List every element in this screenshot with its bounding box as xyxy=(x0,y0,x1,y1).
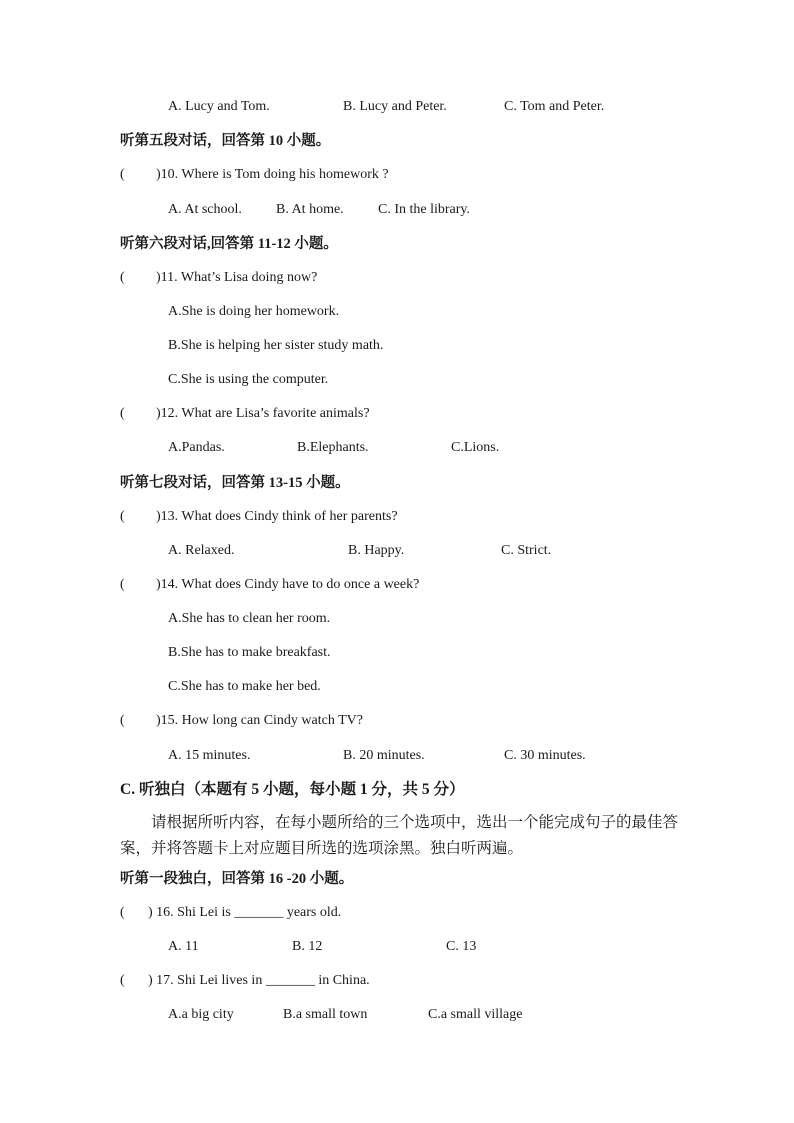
q9-option-b: B. Lucy and Peter. xyxy=(343,99,447,114)
q15-answer-paren: ( xyxy=(120,713,125,728)
monologue1-heading: 听第一段独白，回答第 16 -20 小题。 xyxy=(120,871,354,887)
q10-option-b: B. At home. xyxy=(276,202,344,217)
q10-option-a: A. At school. xyxy=(168,202,242,217)
q10-option-c: C. In the library. xyxy=(378,202,471,217)
q17-option-c: C.a small village xyxy=(428,1007,523,1022)
q17-answer-paren: ( xyxy=(120,973,125,988)
q13-question: )13. What does Cindy think of her parents? xyxy=(156,509,398,524)
q11-option-b: B.She is helping her sister study math. xyxy=(168,338,384,353)
q15-option-c: C. 30 minutes. xyxy=(504,748,586,763)
dialogue5-heading: 听第五段对话，回答第 10 小题。 xyxy=(120,133,331,149)
q17-option-a: A.a big city xyxy=(168,1007,234,1022)
q11-answer-paren: ( xyxy=(120,270,125,285)
q14-option-a: A.She has to clean her room. xyxy=(168,611,331,626)
q12-answer-paren: ( xyxy=(120,406,125,421)
q14-question: )14. What does Cindy have to do once a week? xyxy=(156,577,420,592)
q14-answer-paren: ( xyxy=(120,577,125,592)
q16-answer-paren: ( xyxy=(120,905,125,920)
q12-question: )12. What are Lisa’s favorite animals? xyxy=(156,406,370,421)
q13-option-a: A. Relaxed. xyxy=(168,543,235,558)
section-c-heading: C. 听独白（本题有 5 小题，每小题 1 分，共 5 分） xyxy=(120,781,465,798)
q15-question: )15. How long can Cindy watch TV? xyxy=(156,713,363,728)
q11-option-c: C.She is using the computer. xyxy=(168,372,329,387)
q13-option-c: C. Strict. xyxy=(501,543,552,558)
q16-question: ) 16. Shi Lei is _______ years old. xyxy=(148,905,342,920)
q15-option-a: A. 15 minutes. xyxy=(168,748,251,763)
q11-option-a: A.She is doing her homework. xyxy=(168,304,340,319)
q17-question: ) 17. Shi Lei lives in _______ in China. xyxy=(148,973,370,988)
q10-answer-paren: ( xyxy=(120,167,125,182)
q12-option-a: A.Pandas. xyxy=(168,440,225,455)
q12-option-c: C.Lions. xyxy=(451,440,500,455)
q13-answer-paren: ( xyxy=(120,509,125,524)
q15-option-b: B. 20 minutes. xyxy=(343,748,425,763)
section-c-instructions: 请根据所听内容，在每小题所给的三个选项中，选出一个能完成句子的最佳答案，并将答题卡上对应题目所选的选项涂黑。独白听两遍。 xyxy=(120,814,679,857)
q12-option-b: B.Elephants. xyxy=(297,440,369,455)
dialogue7-heading: 听第七段对话，回答第 13-15 小题。 xyxy=(120,475,350,491)
q16-option-c: C. 13 xyxy=(446,939,477,954)
q10-question: )10. Where is Tom doing his homework ? xyxy=(156,167,389,182)
q9-option-a: A. Lucy and Tom. xyxy=(168,99,270,114)
dialogue6-heading: 听第六段对话,回答第 11-12 小题。 xyxy=(120,236,338,252)
q9-option-c: C. Tom and Peter. xyxy=(504,99,605,114)
q13-option-b: B. Happy. xyxy=(348,543,405,558)
q16-option-b: B. 12 xyxy=(292,939,323,954)
q14-option-c: C.She has to make her bed. xyxy=(168,679,321,694)
q11-question: )11. What’s Lisa doing now? xyxy=(156,270,318,285)
q17-option-b: B.a small town xyxy=(283,1007,368,1022)
q16-option-a: A. 11 xyxy=(168,939,199,954)
q14-option-b: B.She has to make breakfast. xyxy=(168,645,331,660)
